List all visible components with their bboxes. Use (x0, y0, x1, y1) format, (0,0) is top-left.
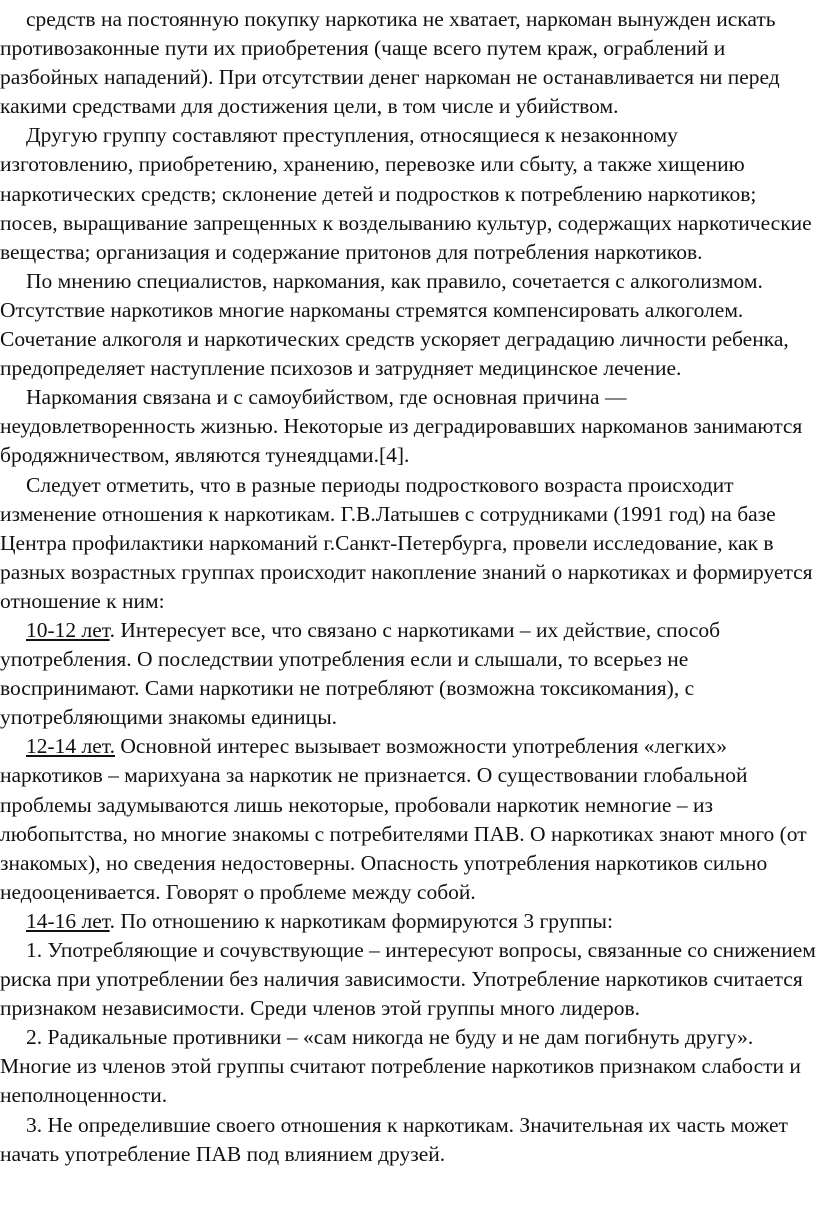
paragraph-3: По мнению специалистов, наркомания, как правило, сочетается с алкоголизмом. Отсутствие наркотиков многие наркоманы стремятся компенсировать алкоголем. Сочетание алкоголя и наркотических средств ускоряет деградацию личности ребенка, предопределяет наступление психозов и затрудняет медицинское лечение. (0, 268, 789, 381)
group-item-2: 2. Радикальные противники – «сам никогда не буду и не дам погибнуть другу». Многие из членов этой группы считают потребление наркотиков признаком слабости и неполноценности. (0, 1025, 801, 1108)
paragraph-5: Следует отметить, что в разные периоды подросткового возраста происходит изменение отношения к наркотикам. Г.В.Латышев с сотрудниками (1991 год) на базе Центра профилактики наркоманий г.Санкт-Петербурга, провели исследование, как в разных возрастных группах происходит накопление знаний о наркотиках и формируется отношение к ним: (0, 472, 813, 613)
paragraph-2: Другую группу составляют преступления, относящиеся к незаконному изготовлению, приобретению, хранению, перевозке или сбыту, а также хищению наркотических средств; склонение детей и подростков к потреблению наркотиков; посев, выращивание запрещенных к возделыванию культур, содержащих наркотические вещества; организация и содержание притонов для потребления наркотиков. (0, 123, 812, 264)
age-group-12-14 (0, 732, 816, 907)
age-group-label: 12-14 лет. (26, 734, 115, 759)
group-item-3: 3. Не определившие своего отношения к наркотикам. Значительная их часть может начать употребление ПАВ под влиянием друзей. (0, 1112, 788, 1166)
paragraph-4: Наркомания связана и с самоубийством, где основная причина — неудовлетворенность жизнью. Некоторые из деградировавших наркоманов занимаются бродяжничеством, являются тунеядцами.[4]. (0, 385, 803, 468)
paragraph-1: средств на постоянную покупку наркотика не хватает, наркоман вынужден искать противозаконные пути их приобретения (чаще всего путем краж, ограблений и разбойных нападений). При отсутствии денег наркоман не останавливается ни перед какими средствами для достижения цели, в том числе и убийством. (0, 7, 780, 119)
age-group-14-16 (0, 907, 816, 936)
age-group-text: . Интересует все, что связано с наркотиками – их действие, способ употребления. О последствии употребления если и слышали, то всерьез не воспринимают. Сами наркотики не потребляют (возможна токсикомания), с употребляющими знакомы единицы. (0, 617, 721, 730)
group-item-1: 1. Употребляющие и сочувствующие – интересуют вопросы, связанные со снижением риска при употреблении без наличия зависимости. Употребление наркотиков считается признаком независимости. Среди членов этой группы много лидеров. (0, 938, 816, 1021)
age-group-text: . По отношению к наркотикам формируются 3 группы: (109, 908, 613, 933)
age-group-text: Основной интерес вызывает возможности употребления «легких» наркотиков – марихуана за наркотик не признается. О существовании глобальной проблемы задумываются лишь некоторые, пробовали наркотик немногие – из любопытства, но многие знакомы с потребителями ПАВ. О наркотиках знают много (от знакомых), но сведения недостоверны. Опасность употребления наркотиков сильно недооценивается. Говорят о проблеме между собой. (0, 734, 807, 904)
document-body (0, 5, 816, 1169)
age-group-label: 14-16 лет (26, 908, 110, 933)
age-group-label: 10-12 лет (26, 617, 110, 642)
age-group-10-12 (0, 616, 816, 732)
